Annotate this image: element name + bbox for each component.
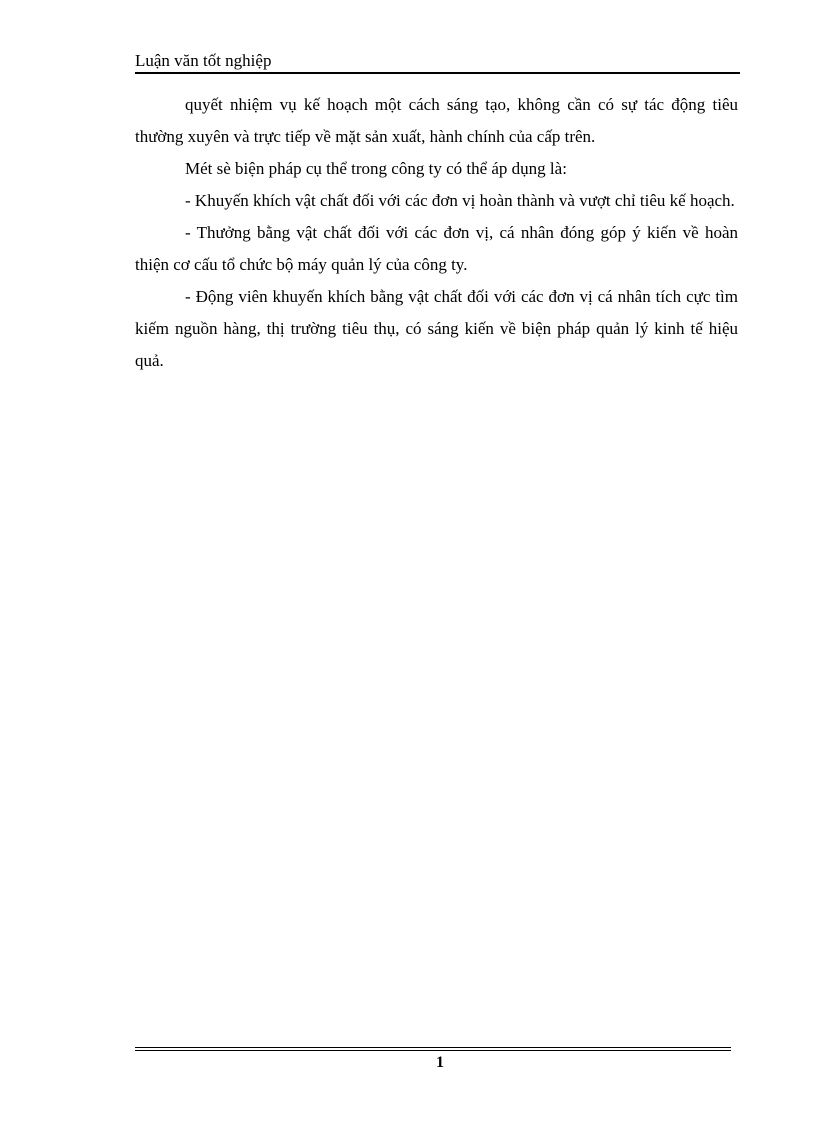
header-title: Luận văn tốt nghiệp [135, 51, 272, 70]
paragraph: quyết nhiệm vụ kế hoạch một cách sáng tạo, không cần có sự tác động tiêu thường xuyên và trực tiếp về mặt sản xuất, hành chính của cấp trên. [135, 95, 738, 146]
page-header [135, 48, 740, 74]
paragraph: - Khuyến khích vật chất đối với các đơn vị hoàn thành và vượt chỉ tiêu kế hoạch. [185, 191, 735, 210]
paragraph: - Thưởng bằng vật chất đối với các đơn vị, cá nhân đóng góp ý kiến về hoàn thiện cơ cấu tổ chức bộ máy quản lý của công ty. [135, 223, 738, 274]
paragraph: - Động viên khuyến khích bằng vật chất đối với các đơn vị cá nhân tích cực tìm kiếm nguồn hàng, thị trường tiêu thụ, có sáng kiến về biện pháp quản lý kinh tế hiệu quả. [135, 287, 738, 370]
footer-divider [135, 1047, 731, 1051]
paragraph: Mét sè biện pháp cụ thể trong công ty có thể áp dụng là: [185, 159, 567, 178]
document-body [135, 89, 738, 377]
page-number: 1 [436, 1054, 444, 1071]
